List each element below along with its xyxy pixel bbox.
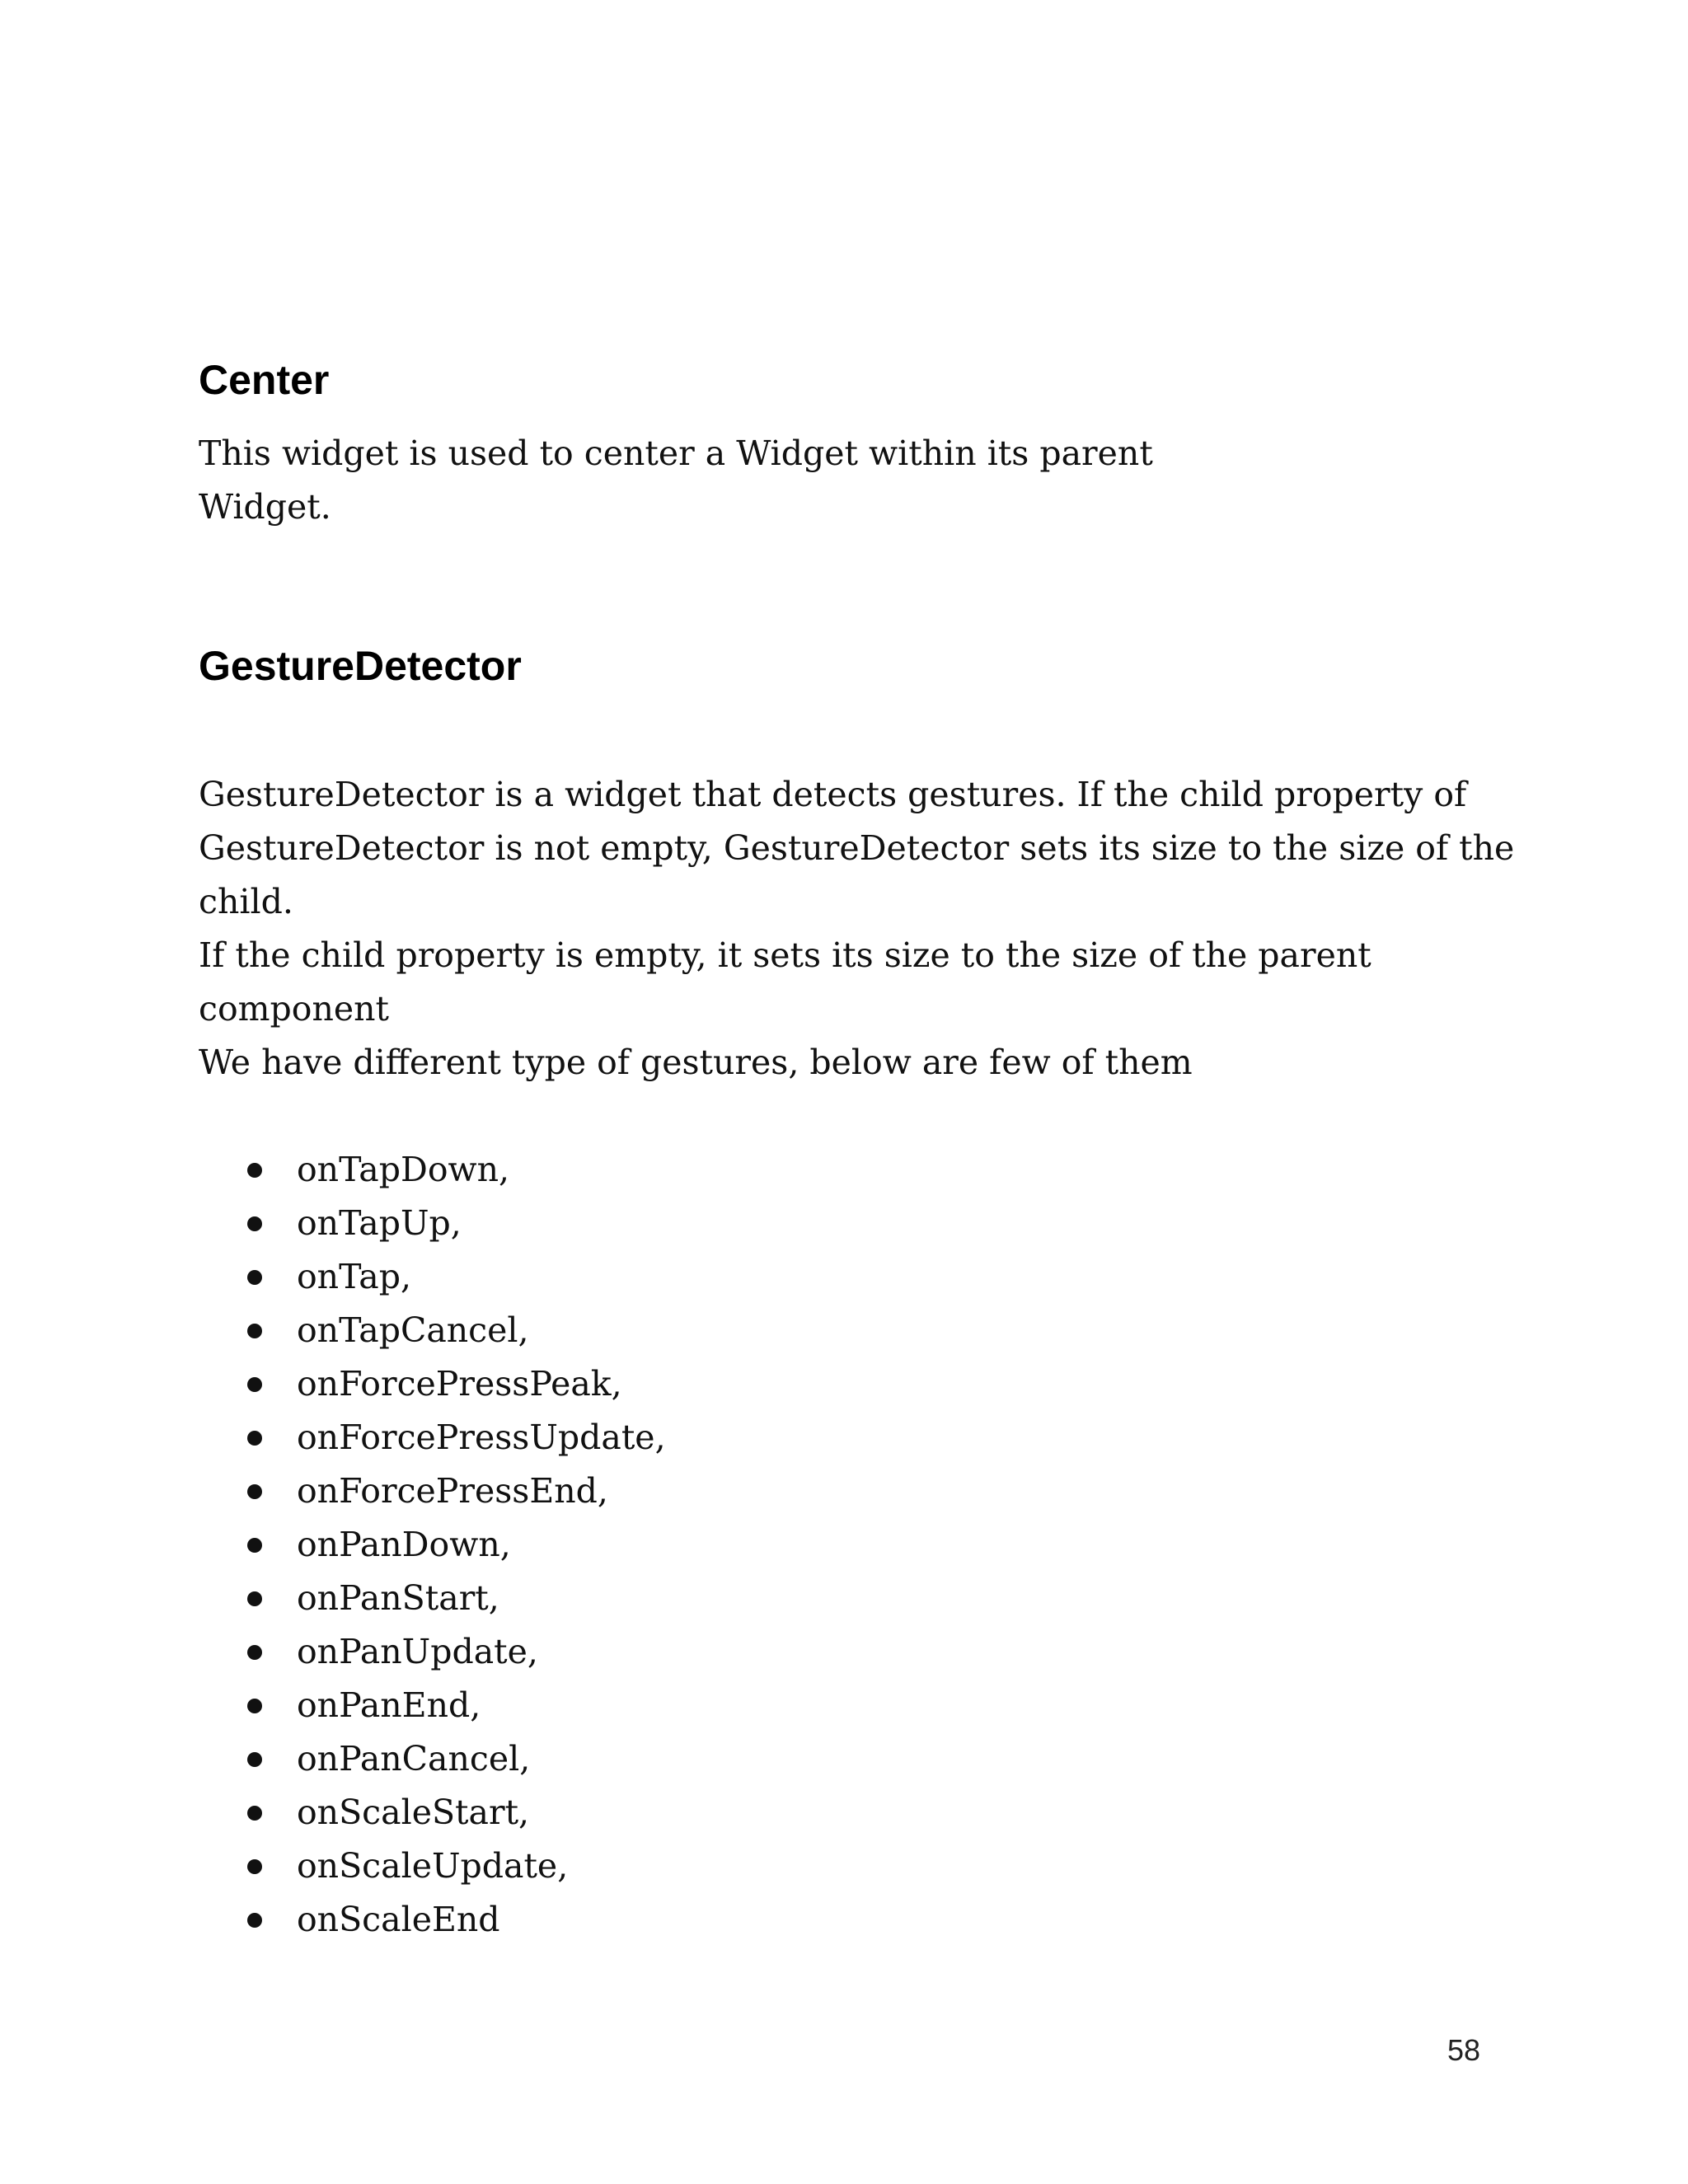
gesture-name: onTapCancel,: [297, 1310, 529, 1350]
gesture-name: onTapUp,: [297, 1203, 462, 1243]
bullet-icon: [247, 1913, 262, 1928]
gesture-description-line-1: GestureDetector is a widget that detects gestures. If the child property of: [199, 775, 1467, 814]
bullet-icon: [247, 1377, 262, 1392]
gesture-name: onPanEnd,: [297, 1685, 481, 1725]
bullet-icon: [247, 1538, 262, 1553]
gesture-name: onForcePressPeak,: [297, 1364, 622, 1404]
gesture-name: onScaleStart,: [297, 1793, 530, 1832]
gesture-description-line-4: If the child property is empty, it sets its size to the size of the parent: [199, 935, 1372, 975]
gesture-description-line-6: We have different type of gestures, below are few of them: [199, 1043, 1193, 1082]
center-heading: Center: [199, 357, 330, 403]
page-number: 58: [1447, 2033, 1480, 2067]
bullet-icon: [247, 1484, 262, 1499]
gesture-name: onScaleEnd: [297, 1900, 500, 1939]
bullet-icon: [247, 1163, 262, 1178]
gesture-description-line-5: component: [199, 989, 390, 1029]
bullet-icon: [247, 1324, 262, 1338]
gesture-name: onPanCancel,: [297, 1739, 531, 1779]
gesture-name: onForcePressUpdate,: [297, 1418, 666, 1457]
bullet-icon: [247, 1752, 262, 1767]
gesture-name: onTapDown,: [297, 1150, 510, 1189]
bullet-icon: [247, 1431, 262, 1446]
gesture-name: onTap,: [297, 1257, 411, 1296]
bullet-icon: [247, 1806, 262, 1821]
center-description-line-2: Widget.: [199, 487, 331, 527]
gesture-name: onPanUpdate,: [297, 1632, 538, 1671]
gesture-name: onScaleUpdate,: [297, 1846, 569, 1886]
bullet-icon: [247, 1699, 262, 1713]
gesture-description-line-2: GestureDetector is not empty, GestureDetector sets its size to the size of the: [199, 828, 1515, 868]
center-description-line-1: This widget is used to center a Widget within its parent: [199, 434, 1153, 473]
bullet-icon: [247, 1591, 262, 1606]
gesture-name: onPanStart,: [297, 1578, 499, 1618]
bullet-icon: [247, 1859, 262, 1874]
bullet-icon: [247, 1645, 262, 1660]
gesture-name: onPanDown,: [297, 1525, 511, 1564]
gesture-name: onForcePressEnd,: [297, 1471, 608, 1511]
gesture-detector-heading: GestureDetector: [199, 643, 522, 689]
bullet-icon: [247, 1270, 262, 1285]
bullet-icon: [247, 1216, 262, 1231]
gesture-description-line-3: child.: [199, 882, 293, 921]
